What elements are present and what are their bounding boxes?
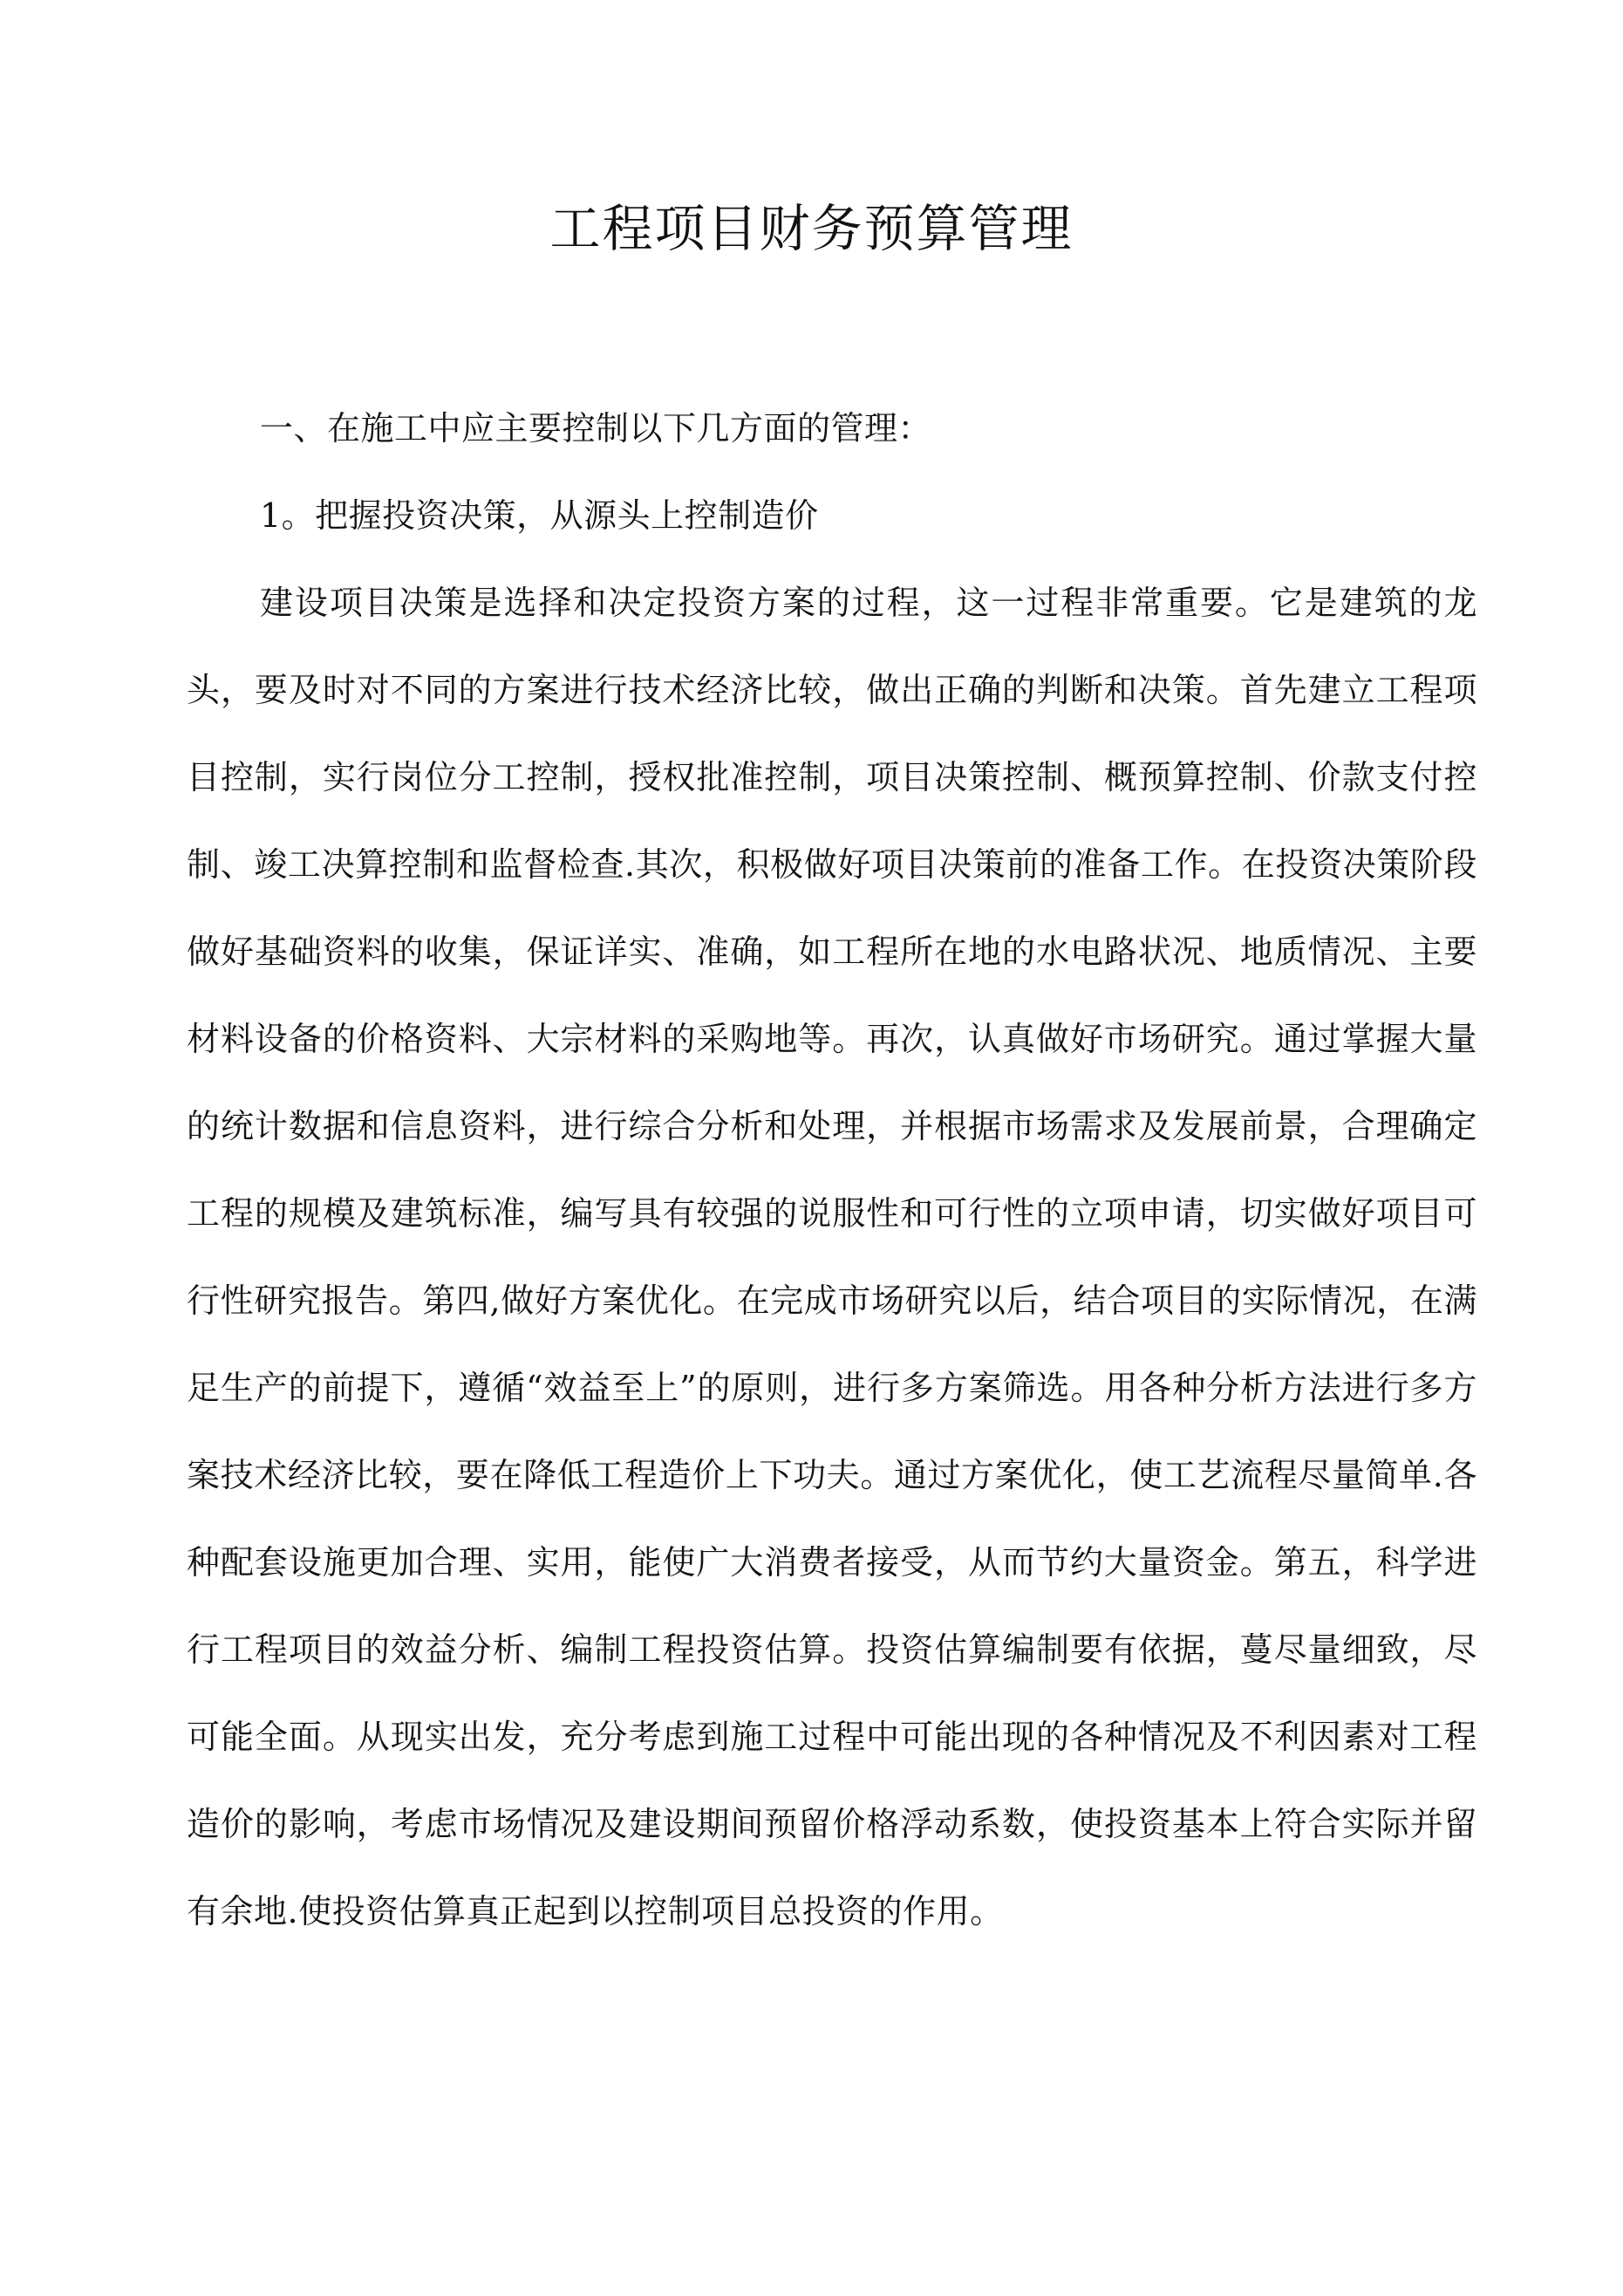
section-heading: 一、在施工中应主要控制以下几方面的管理： bbox=[260, 409, 932, 448]
document-body bbox=[187, 385, 1477, 1955]
page-title: 工程项目财务预算管理 bbox=[549, 199, 1074, 258]
subsection-heading: 1。把握投资决策，从源头上控制造价 bbox=[260, 496, 819, 535]
body-paragraph: 建设项目决策是选择和决定投资方案的过程，这一过程非常重要。它是建筑的龙头，要及时对不同的方案进行技术经济比较，做出正确的判断和决策。首先建立工程项目控制，实行岗位分工控制，授权批准控制，项目决策控制、概预算控制、价款支付控制、竣工决算控制和监督检查.其次，积极做好项目决策前的准备工作。在投资决策阶段做好基础资料的收集，保证详实、准确，如工程所在地的水电路状况、地质情况、主要材料设备的价格资料、大宗材料的采购地等。再次，认真做好市场研究。通过掌握大量的统计数据和信息资料，进行综合分析和处理，并根据市场需求及发展前景，合理确定工程的规模及建筑标准，编写具有较强的说服性和可行性的立项申请，切实做好项目可行性研究报告。第四,做好方案优化。在完成市场研究以后，结合项目的实际情况，在满足生产的前提下，遵循“效益至上”的原则，进行多方案筛选。用各种分析方法进行多方案技术经济比较，要在降低工程造价上下功夫。通过方案优化，使工艺流程尽量简单.各种配套设施更加合理、实用，能使广大消费者接受，从而节约大量资金。第五，科学进行工程项目的效益分析、编制工程投资估算。投资估算编制要有依据，蔓尽量细致，尽可能全面。从现实出发，充分考虑到施工过程中可能出现的各种情况及不利因素对工程造价的影响，考虑市场情况及建设期间预留价格浮动系数，使投资基本上符合实际并留有余地.使投资估算真正起到以控制项目总投资的作用。 bbox=[187, 584, 1477, 1930]
